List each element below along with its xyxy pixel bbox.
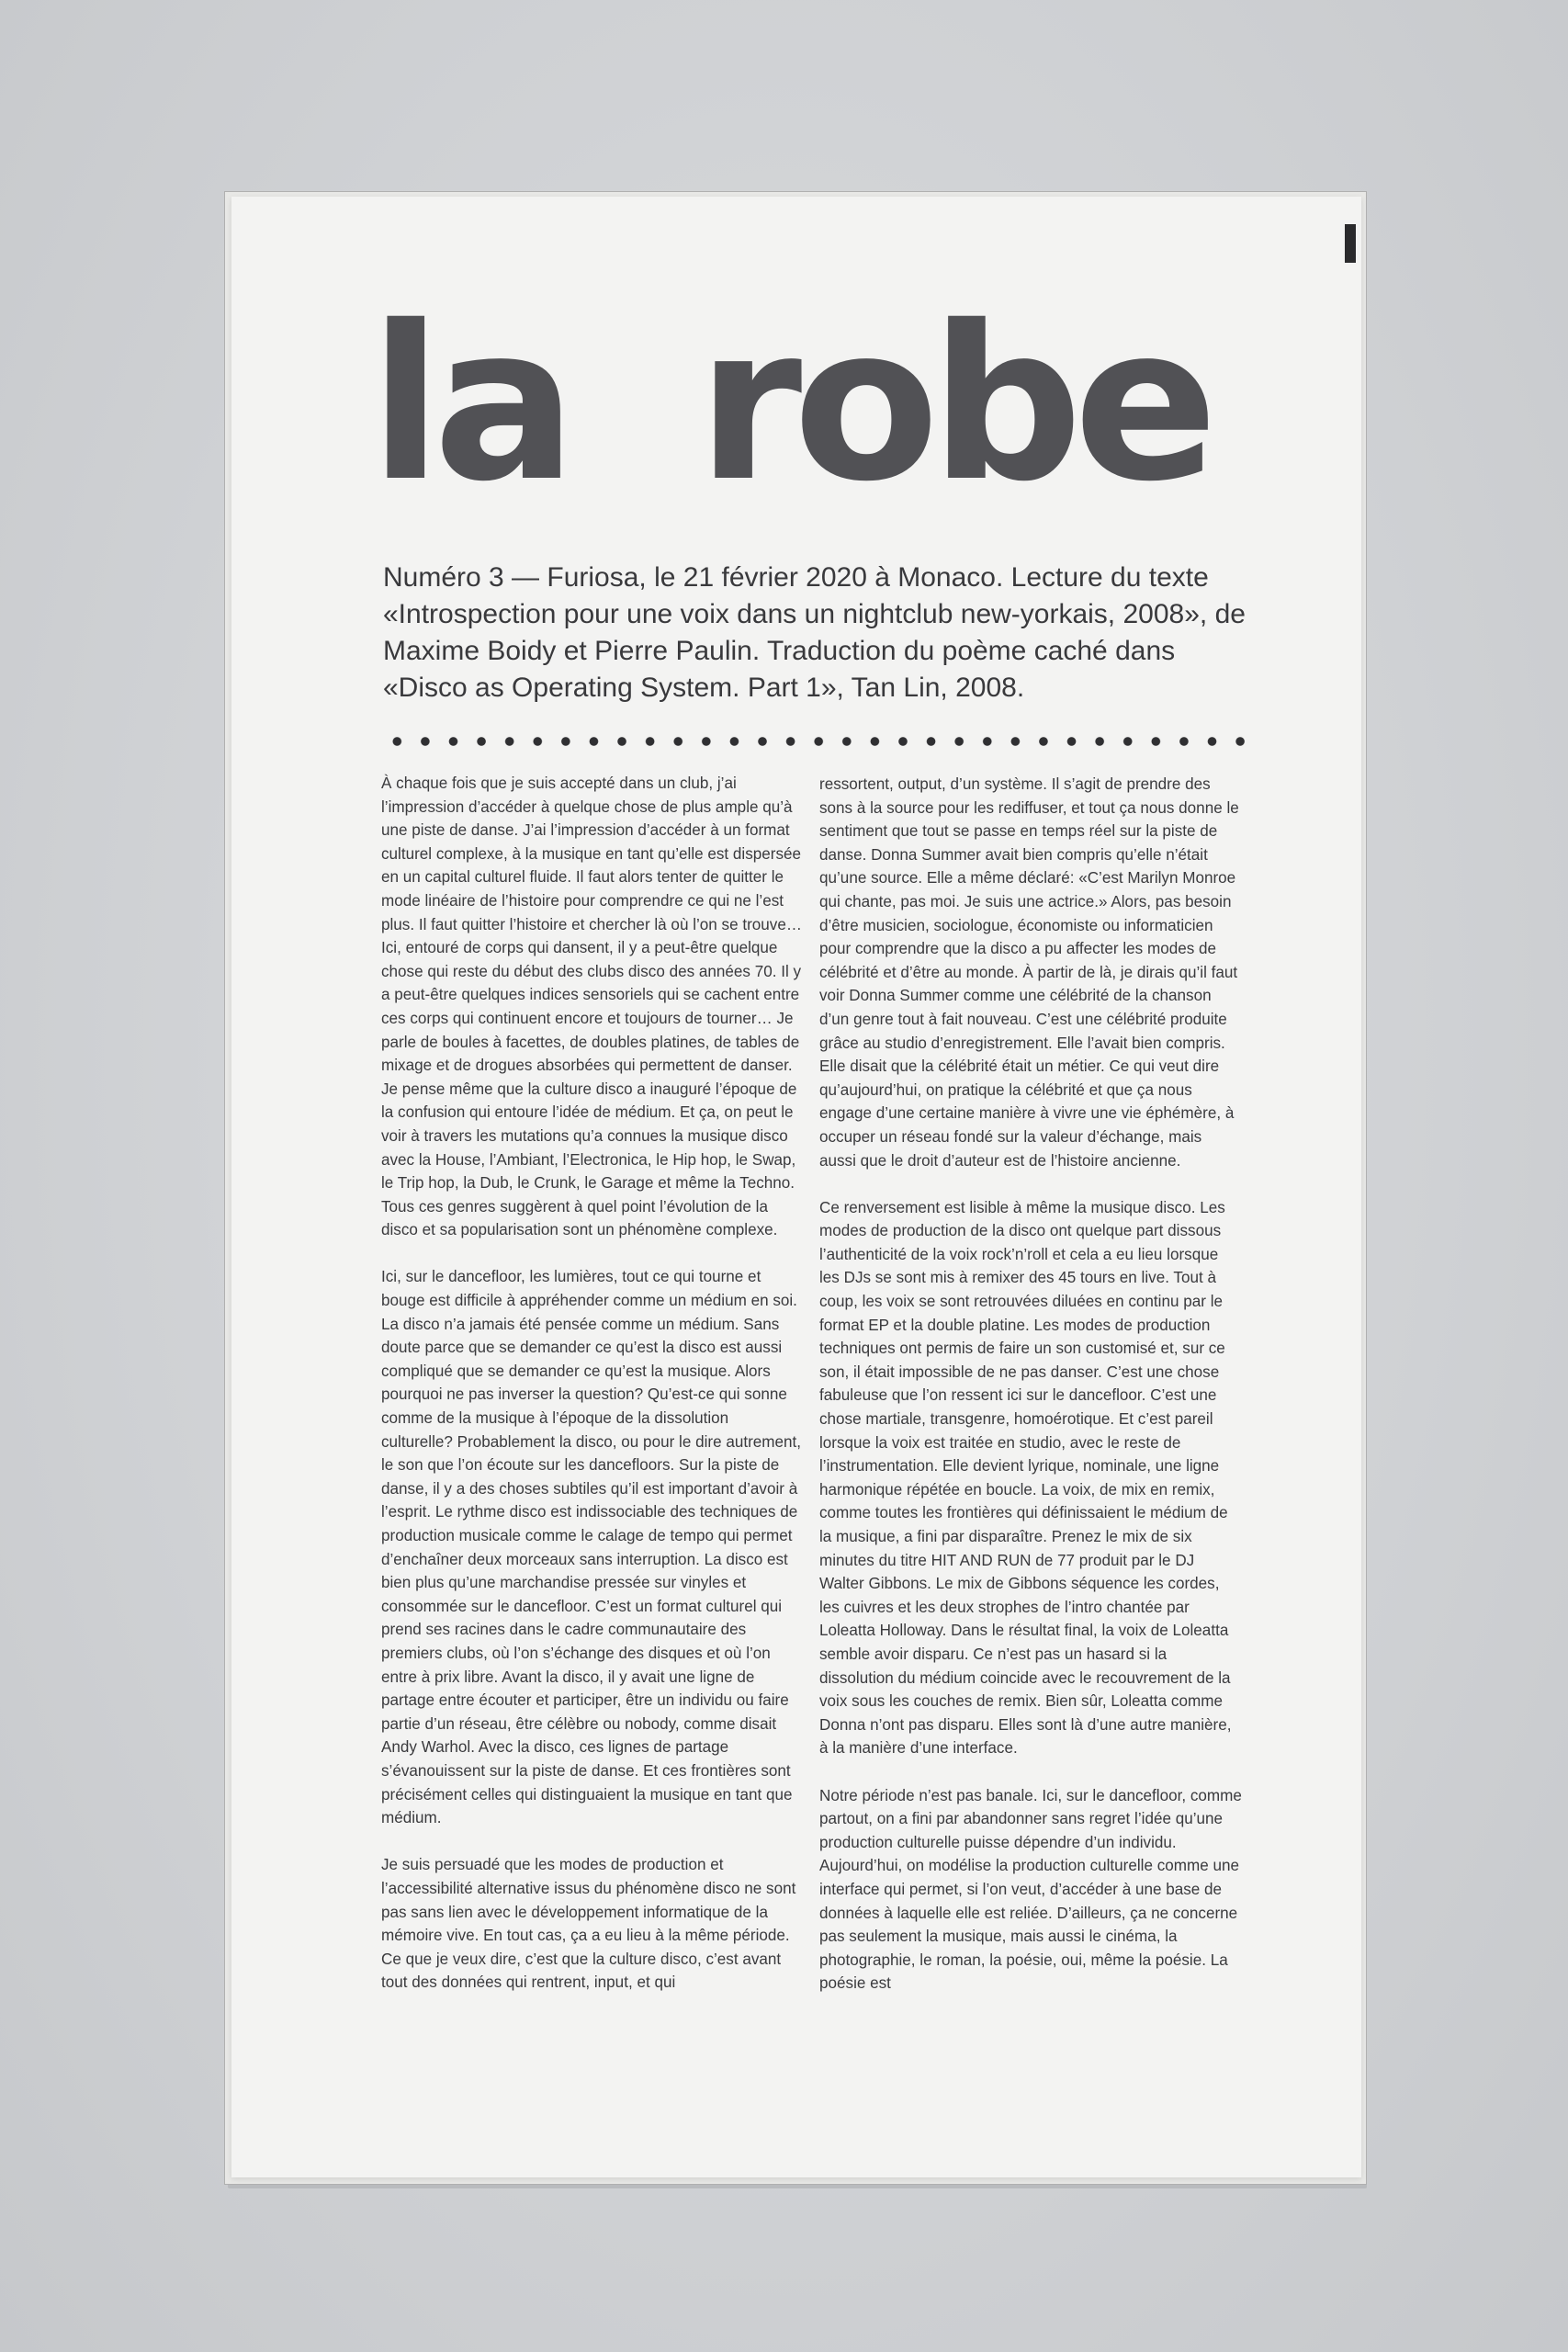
paragraph: ressortent, output, d’un système. Il s’agit de prendre des sons à la source pour les rediffuser, et tout ça nous donne le sentiment que tout se passe en temps réel sur la piste de danse. Donna Summer avait bien compris qu’elle n’était qu’une source. Elle a même déclaré: «C’est Marilyn Monroe qui chante, pas moi. Je suis une actrice.» Alors, pas besoin d’être musicien, sociologue, économiste ou informaticien pour comprendre que la disco a pu affecter les modes de célébrité et d’être au monde. À partir de là, je dirais qu’il faut voir Donna Summer comme une célébrité de la chanson d’un genre tout à fait nouveau. C’est une célébrité produite grâce au studio d’enregistrement. Elle l’avait bien compris. Elle disait que la célébrité était un métier. Ce qui veut dire qu’aujourd’hui, on pratique la célébrité et que ça nous engage d’une certaine manière à vivre une vie éphémère, à occuper un réseau fondé sur la valeur d’échange, mais aussi que le droit d’auteur est de l’histoire ancienne. <box>819 775 1239 1170</box>
masthead-title: la robe <box>369 280 1210 528</box>
newspaper-page <box>231 197 1361 2177</box>
paragraph: Ce renversement est lisible à même la musique disco. Les modes de production de la disco ont quelque part dissous l’authenticité de la voix rock’n’roll et cela a eu lieu lorsque les DJs se sont mis à remixer des 45 tours en live. Tout à coup, les voix se sont retrouvées diluées en continu par le format EP et la double platine. Les modes de production techniques ont permis de faire un son customisé et, sur ce son, il était impossible de ne pas danser. C’est une chose fabuleuse que l’on ressent ici sur le dancefloor. C’est une chose martiale, transgenre, homoérotique. Et c’est pareil lorsque la voix est traitée en studio, avec le reste de l’instrumentation. Elle devient lyrique, nominale, une ligne harmonique répétée en boucle. La voix, de mix en remix, comme toutes les frontières qui définissaient le médium de la musique, a fini par disparaître. Prenez le mix de six minutes du titre HIT AND RUN de 77 produit par le DJ Walter Gibbons. Le mix de Gibbons séquence les cordes, les cuivres et les deux strophes de l’intro chantée par Loleatta Holloway. Dans le résultat final, la voix de Loleatta semble avoir disparu. Ce n’est pas un hasard si la dissolution du médium coincide avec le recouvrement de la voix sous les couches de remix. Bien sûr, Loleatta comme Donna n’ont pas disparu. Elles sont là d’une autre manière, à la manière d’une interface. <box>819 1198 1232 1758</box>
paragraph: Je suis persuadé que les modes de production et l’accessibilité alternative issus du phénomène disco ne sont pas sans lien avec le développement informatique de la mémoire vive. En tout cas, ça a eu lieu à la même période. Ce que je veux dire, c’est que la culture disco, c’est avant tout des données qui rentrent, input, et qui <box>381 1856 796 1992</box>
edge-tab-mark <box>1345 224 1356 263</box>
issue-subtitle: Numéro 3 — Furiosa, le 21 février 2020 à Monaco. Lecture du texte «Introspection pour une voix dans un nightclub new-yorkais, 2008», de Maxime Boidy et Pierre Paulin. Traduction du poème caché dans «Disco as Operating System. Part 1», Tan Lin, 2008. <box>383 562 1246 703</box>
text-column-left <box>381 772 804 2018</box>
text-column-right <box>819 773 1242 2018</box>
paragraph: À chaque fois que je suis accepté dans un club, j’ai l’impression d’accéder à quelque chose de plus ample qu’à une piste de danse. J’ai l’impression d’accéder à un format culturel complexe, à la musique en tant qu’elle est dispersée en un capital culturel fluide. Il faut alors tenter de quitter le mode linéaire de l’histoire pour comprendre ce qui ne l’est plus. Il faut quitter l’histoire et chercher là où l’on se trouve… Ici, entouré de corps qui dansent, il y a peut-être quelque chose qui reste du début des clubs disco des années 70. Il y a peut-être quelques indices sensoriels qui se cachent entre ces corps qui continuent encore et toujours de tourner… Je parle de boules à facettes, de doubles platines, de tables de mixage et de drogues absorbées qui permettent de danser. Je pense même que la culture disco a inauguré l’époque de la confusion qui entoure l’idée de médium. Et ça, on peut le voir à travers les mutations qu’a connues la musique disco avec la House, l’Ambiant, l’Electronica, le Hip hop, le Swap, le Trip hop, la Dub, le Crunk, le Garage et même la Techno. Tous ces genres suggèrent à quel point l’évolution de la disco et sa popularisation sont un phénomène complexe. <box>381 775 802 1239</box>
paragraph: Ici, sur le dancefloor, les lumières, tout ce qui tourne et bouge est difficile à appréhender comme un médium en soi. La disco n’a jamais été pensée comme un médium. Sans doute parce que se demander ce qu’est la disco est aussi compliqué que se demander ce qu’est la musique. Alors pourquoi ne pas inverser la question? Qu’est-ce qui sonne comme de la musique à l’époque de la dissolution culturelle? Probablement la disco, ou pour le dire autrement, le son que l’on écoute sur les dancefloors. Sur la piste de danse, il y a des choses subtiles qu’il est important d’avoir à l’esprit. Le rythme disco est indissociable des techniques de production musicale comme le calage de tempo qui permet d’enchaîner deux morceaux sans interruption. La disco est bien plus qu’une marchandise pressée sur vinyles et consommée sur le dancefloor. C’est un format culturel qui prend ses racines dans le cadre communautaire des premiers clubs, où l’on s’échange des disques et où l’on entre à prix libre. Avant la disco, il y avait une ligne de partage entre écouter et participer, être un individu ou faire partie d’un réseau, être célèbre ou nobody, comme disait Andy Warhol. Avec la disco, ces lignes de partage s’évanouissent sur la piste de danse. Et ces frontières sont précisément celles qui distinguaient la musique en tant que médium. <box>381 1268 802 1827</box>
dotted-divider <box>383 737 1256 746</box>
paragraph: Notre période n’est pas banale. Ici, sur le dancefloor, comme partout, on a fini par abandonner sans regret l’idée qu’une production culturelle puisse dépendre d’un individu. Aujourd’hui, on modélise la production culturelle comme une interface qui permet, si l’on veut, d’accéder à une base de données à laquelle elle est reliée. D’ailleurs, ça ne concerne pas seulement la musique, mais aussi le cinéma, la photographie, le roman, la poésie, oui, même la poésie. La poésie est <box>819 1786 1242 1993</box>
